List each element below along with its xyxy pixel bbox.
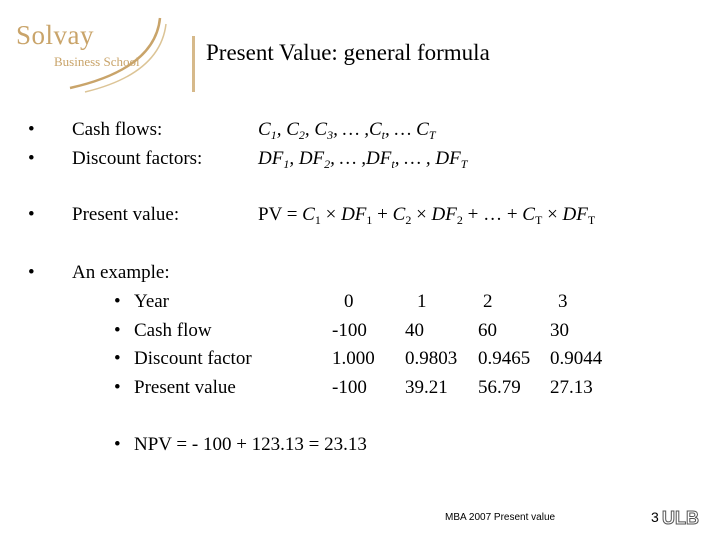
table-cell: 0: [344, 291, 354, 312]
row-label: Year: [134, 291, 170, 312]
npv-result: NPV = - 100 + 123.13 = 23.13: [134, 434, 367, 455]
row-label: Cash flow: [134, 320, 212, 341]
ulb-logo: ULB: [662, 508, 699, 528]
logo-wordmark: Solvay: [16, 20, 95, 50]
footer-text: MBA 2007 Present value: [445, 512, 556, 523]
table-cell: 0.9044: [550, 348, 603, 369]
table-cell: 0.9803: [405, 348, 458, 369]
table-cell: -100: [332, 377, 367, 398]
slide-title: Present Value: general formula: [206, 40, 490, 65]
table-cell: 2: [483, 291, 493, 312]
bullet-dot: •: [114, 291, 121, 312]
table-cell: 0.9465: [478, 348, 531, 369]
table-cell: 1: [417, 291, 427, 312]
table-cell: -100: [332, 320, 367, 341]
table-cell: 40: [405, 320, 424, 341]
cash-flows-label: Cash flows:: [72, 119, 163, 140]
present-value-label: Present value:: [72, 204, 180, 225]
row-label: Discount factor: [134, 348, 252, 369]
table-cell: 3: [558, 291, 568, 312]
cash-flows-formula: $C_1$, $C_2$, $C_3$, … $,C_t$, … $C_T$: [258, 119, 436, 142]
example-heading: An example:: [72, 262, 170, 283]
bullet-dot: •: [114, 434, 121, 455]
discount-factors-formula: $DF_1$, $DF_2$, … $,DF_t$, … , $DF_T$: [258, 148, 468, 171]
present-value-formula: PV = $C_1 \times DF_1 + C_2 \times DF_2$ + … + $C_T \times DF_T$: [258, 204, 596, 227]
discount-factors-label: Discount factors:: [72, 148, 203, 169]
title-divider: [192, 36, 195, 92]
table-cell: 56.79: [478, 377, 521, 398]
bullet-dot: •: [28, 148, 35, 169]
row-label: Present value: [134, 377, 236, 398]
bullet-dot: •: [28, 262, 35, 283]
logo-subtitle: Business School: [54, 54, 140, 69]
bullet-dot: •: [114, 377, 121, 398]
table-cell: 39.21: [405, 377, 448, 398]
bullet-dot: •: [114, 320, 121, 341]
page-number: 3: [651, 509, 659, 525]
table-cell: 1.000: [332, 348, 375, 369]
bullet-dot: •: [28, 204, 35, 225]
table-cell: 30: [550, 320, 569, 341]
table-cell: 27.13: [550, 377, 593, 398]
bullet-dot: •: [28, 119, 35, 140]
solvay-logo: [10, 14, 180, 94]
bullet-dot: •: [114, 348, 121, 369]
table-cell: 60: [478, 320, 497, 341]
